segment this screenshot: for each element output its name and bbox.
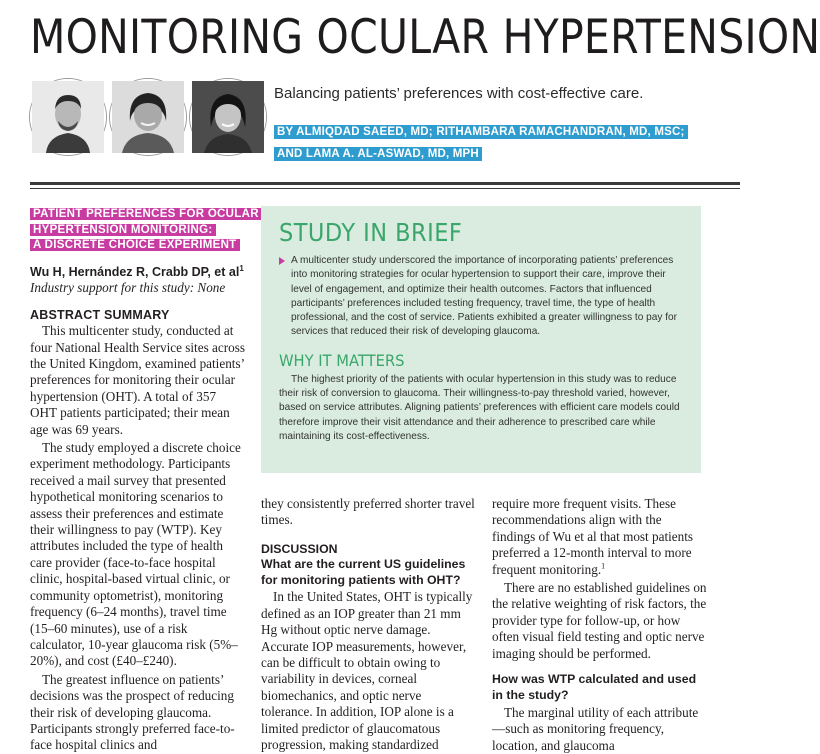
author-photo-al-aswad xyxy=(190,79,266,155)
header-divider-thick xyxy=(30,182,740,185)
article-subtitle: Balancing patients’ preferences with cost-effective care. xyxy=(274,85,644,102)
discussion-paragraph-3: The marginal utility of each attribute—such as monitoring frequency, location, and glaucoma xyxy=(492,705,699,753)
abstract-heading: ABSTRACT SUMMARY xyxy=(30,308,170,323)
discussion-heading: DISCUSSION xyxy=(261,541,338,556)
abstract-continuation: they consistently preferred shorter travel times. xyxy=(261,496,475,528)
discussion-paragraph-1: In the United States, OHT is typically defined as an IOP greater than 21 mm Hg without optic nerve damage. Accurate IOP measurements, however, can be difficult to obtain owing to variability in devices, corneal biomechanics, and optic nerve tolerance. In addition, IOP alone is a limited predictor of glaucomatous progression, making standardized xyxy=(261,589,473,752)
column-right xyxy=(492,496,707,754)
abstract-paragraph-2: The study employed a discrete choice experiment methodology. Participants received a mail survey that presented hypothetical monitoring scenarios to assess their preferences and estimate their willingness to pay (WTP). Key attributes included the type of health care provider (face-to-face hospital clinic, hospital-based virtual clinic, or community optometrist), monitoring frequency (6–24 months), travel time (15–60 minutes), use of a risk calculator, 10-year glaucoma risk (5%–20%), and cost (£40–£240). xyxy=(30,440,241,669)
author-photo-ramachandran xyxy=(110,79,186,155)
study-in-brief-text: A multicenter study underscored the importance of incorporating patients’ preferences into monitoring strategies for ocular hypertension to support their care, improve their level of engagement, and optimize their health outcomes. Factors that influenced participants’ preferences included testing frequency, travel time, the type of health professional, and the cost of service. Patients exhibited a greater willingness to pay for services that reduced their risk of developing glaucoma. xyxy=(279,254,683,340)
study-in-brief-title: STUDY IN BRIEF xyxy=(279,218,463,247)
column-left xyxy=(30,207,259,754)
discussion-paragraph-1-continued: require more frequent visits. These recommendations align with the findings of Wu et al that most patients preferred a 12-month interval to more frequent monitoring.$^1$ xyxy=(492,496,694,577)
study-title-line-1: PATIENT PREFERENCES FOR OCULAR xyxy=(30,208,262,220)
study-title-tag xyxy=(30,207,259,254)
arrow-bullet-icon xyxy=(279,257,285,265)
header-divider-thin xyxy=(30,188,740,189)
why-it-matters-text: The highest priority of the patients with ocular hypertension in this study was to reduce their risk of conversion to glaucoma. Their willingness-to-pay threshold varied, however, based on service attributes. Aligning patients’ preferences with efficient care models could therefore improve their visit attendance and their adherence to prescribed care while maintaining its cost-effectiveness. xyxy=(279,373,680,442)
study-in-brief-box xyxy=(261,206,701,473)
reference-marker: 1 xyxy=(239,263,244,273)
author-photo-saeed xyxy=(30,79,106,155)
author-portrait-icon xyxy=(112,81,184,153)
study-title-line-3: A DISCRETE CHOICE EXPERIMENT xyxy=(30,239,240,251)
study-authors: Wu H, Hernández R, Crabb DP, et $al^1$ xyxy=(30,263,244,279)
study-title-line-2: HYPERTENSION MONITORING: xyxy=(30,224,216,236)
byline-line-2: AND LAMA A. AL-ASWAD, MD, MPH xyxy=(274,146,482,162)
discussion-question-1: What are the current US guidelines for monitoring patients with OHT? xyxy=(261,557,466,587)
abstract-paragraph-3: The greatest influence on patients’ decisions was the prospect of reducing their risk of developing glaucoma. Participants strongly preferred face-to-face hospital clinics and xyxy=(30,671,235,753)
discussion-paragraph-2: There are no established guidelines on the relative weighting of risk factors, the provider type for follow-up, or how often visual field testing and optic nerve imaging should be performed. xyxy=(492,580,707,661)
byline-line-1: BY ALMIQDAD SAEED, MD; RITHAMBARA RAMACHANDRAN, MD, MSC; xyxy=(274,124,688,140)
abstract-paragraph-1: This multicenter study, conducted at four National Health Service sites across the United Kingdom, examined patients’ preferences for monitoring their ocular hypertension (OHT). A total of 357 OHT patients participated; their mean age was 69 years. xyxy=(30,323,245,437)
industry-support-note: Industry support for this study: None xyxy=(30,279,226,295)
discussion-question-2: How was WTP calculated and used in the study? xyxy=(492,672,697,702)
author-portrait-icon xyxy=(192,81,264,153)
why-it-matters-title: WHY IT MATTERS xyxy=(279,350,405,370)
author-portrait-icon xyxy=(32,81,104,153)
reference-marker: 1 xyxy=(601,561,606,571)
column-middle xyxy=(261,496,476,753)
article-title: MONITORING OCULAR HYPERTENSION xyxy=(30,10,820,65)
